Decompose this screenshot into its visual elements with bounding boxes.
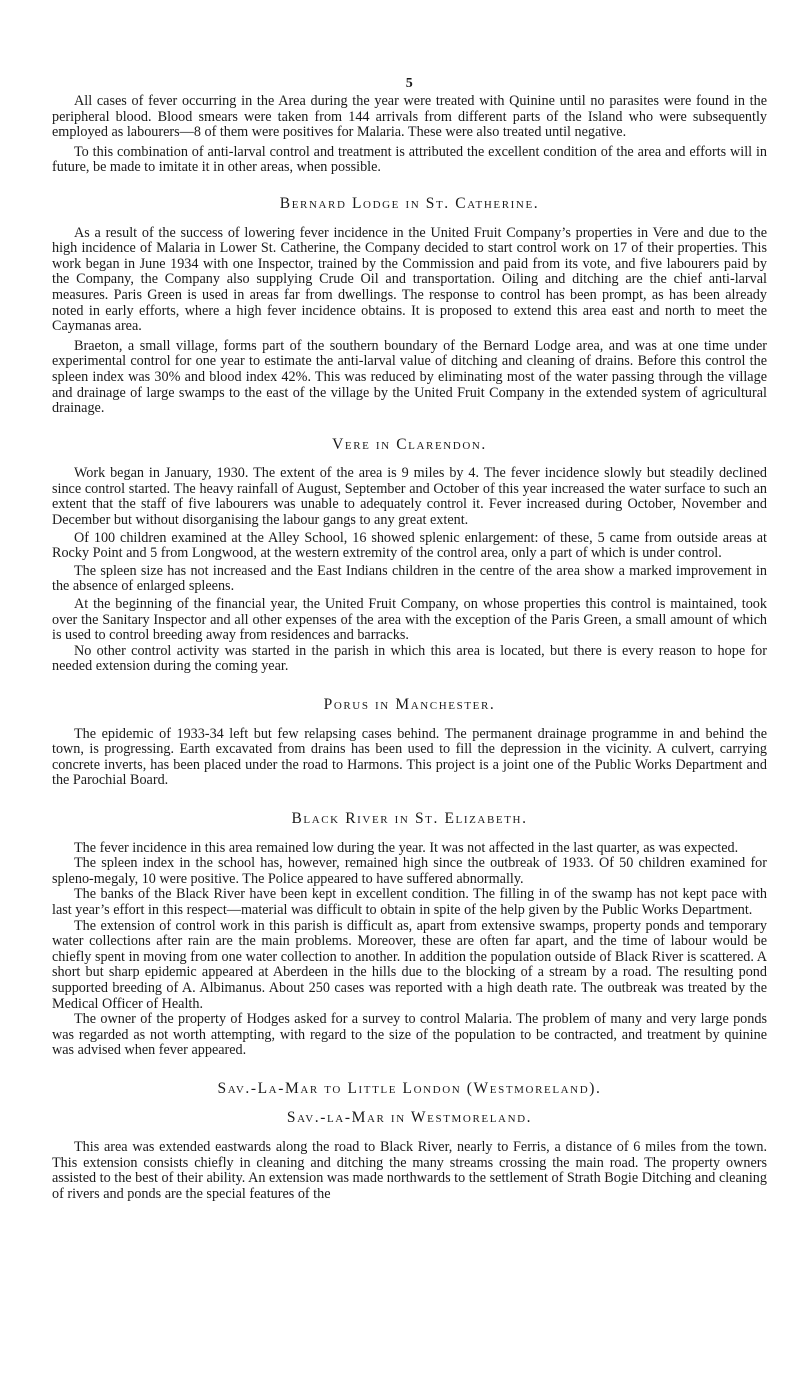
- paragraph: All cases of fever occurring in the Area during the year were treated with Quinine until no parasites were found in the peripheral blood. Blood smears were taken from 144 arrivals from different parts of the Island who were subsequently employed as labourers—8 of them were positives for Malaria. These were also treated until negative.: [52, 93, 767, 141]
- paragraph: No other control activity was started in the parish in which this area is located, but there is every reason to hope for needed extension during the coming year.: [52, 642, 767, 675]
- paragraph: Of 100 children examined at the Alley School, 16 showed splenic enlargement: of these, 5 came from outside areas at Rocky Point and 5 from Longwood, at the western extremity of the control area, only a part of which is under control.: [52, 529, 767, 562]
- paragraph: The spleen size has not increased and the East Indians children in the centre of the area show a marked improvement in the absence of enlarged spleens.: [52, 562, 767, 595]
- section-heading-porus: Porus in Manchester.: [323, 696, 496, 713]
- paragraph: The owner of the property of Hodges asked for a survey to control Malaria. The problem of many and very large ponds was regarded as not worth attempting, with regard to the size of the population to be contracted, and treatment by quinine was advised when fever appeared.: [52, 1011, 767, 1059]
- paragraph: The spleen index in the school has, however, remained high since the outbreak of 1933. Of 50 children examined for spleno-megaly, 10 were positive. The Police appeared to have suffered abnormally.: [52, 855, 767, 887]
- section-heading-vere: Vere in Clarendon.: [332, 435, 487, 453]
- document-body: [52, 94, 767, 1202]
- paragraph: The banks of the Black River have been kept in excellent condition. The filling in of the swamp has not kept pace with last year’s effort in this respect—material was difficult to obtain in spite of the help given by the Public Works Department.: [52, 886, 767, 918]
- paragraph: This area was extended eastwards along the road to Black River, nearly to Ferris, a distance of 6 miles from the town. This extension consists chiefly in cleaning and ditching the many streams crossing the main road. The property owners assisted to the best of their ability. An extension was made northwards to the settlement of Strath Bogie Ditching and cleaning of rivers and ponds are the special features of the: [52, 1139, 767, 1202]
- paragraph: Braeton, a small village, forms part of the southern boundary of the Bernard Lodge area, and was at one time under experimental control for one year to estimate the anti-larval value of ditching and cleaning of drains. Before this control the spleen index was 30% and blood index 42%. This was reduced by eliminating most of the water passing through the village and drainage of large swamps to the east of the village by the United Fruit Company in the extended system of agricultural drainage.: [52, 337, 767, 417]
- section-heading-black-river: Black River in St. Elizabeth.: [291, 809, 528, 827]
- paragraph: Work began in January, 1930. The extent of the area is 9 miles by 4. The fever incidence slowly but steadily declined since control started. The heavy rainfall of August, September and October of this year increased the water surface to such an extent that the staff of five labourers was unable to adequately control it. Fever increased during October, November and December but without disorganising the labour gangs to any great extent.: [52, 465, 767, 529]
- paragraph: The extension of control work in this parish is difficult as, apart from extensive swamps, property ponds and temporary water collections after rain are the main problems. Moreover, these are often far apart, and the time of labour would be chiefly spent in moving from one water collection to another. In addition the population outside of Black River is scattered. A short but sharp epidemic appeared at Aberdeen in the hills due to the blocking of a stream by a road. The resulting pond supported breeding of A. Albimanus. About 250 cases was reported with a high death rate. The outbreak was treated by the Medical Officer of Health.: [52, 917, 767, 1012]
- section-heading-bernard-lodge: Bernard Lodge in St. Catherine.: [279, 194, 540, 212]
- paragraph: To this combination of anti-larval control and treatment is attributed the excellent condition of the area and efforts will in future, be made to imitate it in other areas, when possible.: [52, 143, 767, 176]
- paragraph: The fever incidence in this area remained low during the year. It was not affected in the last quarter, as was expected.: [74, 839, 739, 856]
- section-heading-sav-la-mar-to-little-london: Sav.-La-Mar to Little London (Westmoreland).: [217, 1079, 602, 1097]
- paragraph: The epidemic of 1933-34 left but few relapsing cases behind. The permanent drainage programme in and behind the town, is progressing. Earth excavated from drains has been used to fill the depression in the vicinity. A culvert, carrying concrete inverts, has been placed under the road to Harmons. This project is a joint one of the Public Works Department and the Parochial Board.: [52, 725, 767, 789]
- paragraph: At the beginning of the financial year, the United Fruit Company, on whose properties this control is maintained, took over the Sanitary Inspector and all other expenses of the area with the exception of the Paris Green, a small amount of which is used to control breeding away from residences and barracks.: [52, 596, 767, 644]
- section-heading-sav-la-mar: Sav.-la-Mar in Westmoreland.: [286, 1109, 533, 1127]
- paragraph: As a result of the success of lowering fever incidence in the United Fruit Company’s properties in Vere and due to the high incidence of Malaria in Lower St. Catherine, the Company decided to start control work on 17 of their properties. This work began in June 1934 with one Inspector, trained by the Commission and paid from its vote, and five labourers paid by the Company, the Company also supplying Crude Oil and transportation. Oiling and ditching are the chief anti-larval measures. Paris Green is used in areas far from dwellings. The response to control has been prompt, as has been already noted in early efforts, where a high fever incidence obtains. It is proposed to extend this area east and north to meet the Caymanas area.: [52, 224, 767, 335]
- page-number: 5: [405, 76, 414, 91]
